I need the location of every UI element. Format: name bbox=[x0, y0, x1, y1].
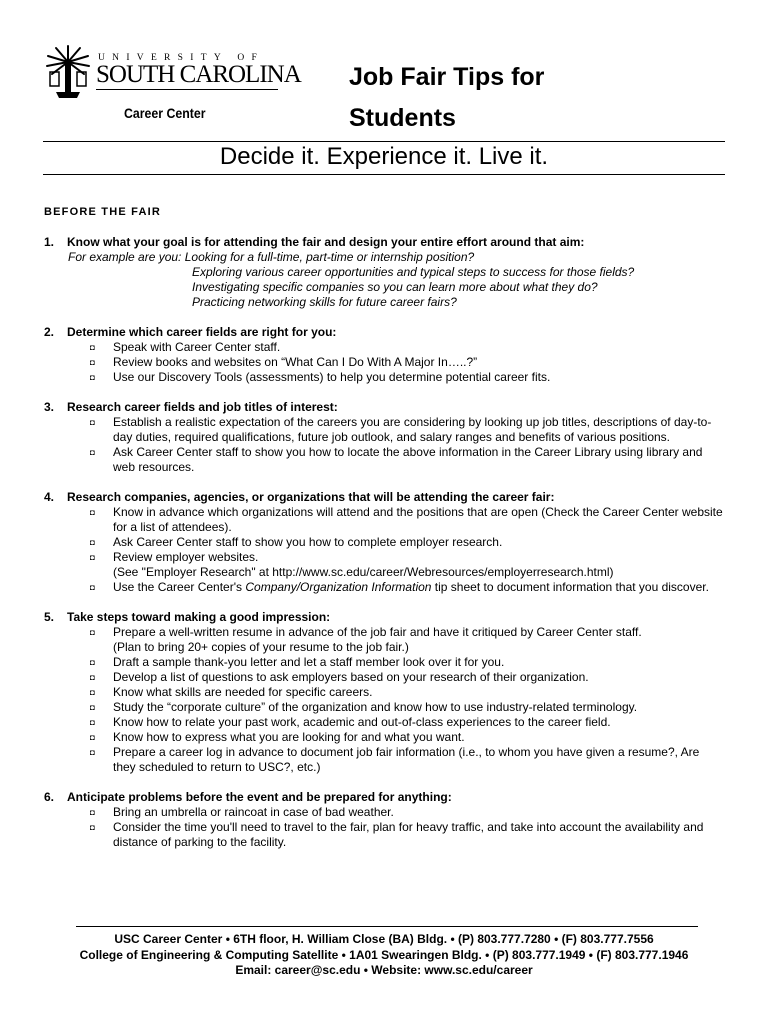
bullet-box-icon: ◘ bbox=[90, 658, 95, 667]
bullet-box-icon: ◘ bbox=[90, 583, 95, 592]
list-item: ◘ Know how to express what you are looking for and what you want. bbox=[90, 730, 465, 744]
list-item: ◘ Prepare a career log in advance to document job fair information (i.e., to whom you have given a resume?, Are they scheduled to return to USC?, etc.) bbox=[90, 745, 700, 774]
bullet-box-icon: ◘ bbox=[90, 733, 95, 742]
tagline: Decide it. Experience it. Live it. bbox=[219, 143, 549, 170]
bullet-box-icon: ◘ bbox=[90, 808, 95, 817]
section-heading: Determine which career fields are right for you: bbox=[67, 325, 337, 339]
department-name: Career Center bbox=[124, 105, 206, 121]
section-number: 3. bbox=[44, 400, 55, 414]
list-item: ◘ Use the Career Center's Company/Organization Information tip sheet to document information that you discover. bbox=[90, 580, 709, 594]
list-item: ◘ Review books and websites on “What Can I Do With A Major In…..?” bbox=[90, 355, 478, 369]
footer-divider bbox=[76, 926, 698, 927]
tip-section-2 bbox=[44, 325, 724, 385]
page-title bbox=[349, 57, 544, 139]
section-heading: Anticipate problems before the event and be prepared for anything: bbox=[67, 790, 452, 804]
bullet-box-icon: ◘ bbox=[90, 718, 95, 727]
palmetto-logo-icon bbox=[44, 42, 92, 100]
list-item: ◘ Draft a sample thank-you letter and let a staff member look over it for you. bbox=[90, 655, 505, 669]
university-name: SOUTH CAROLINA bbox=[96, 61, 301, 88]
section-title: BEFORE THE FAIR bbox=[44, 206, 162, 218]
footer-contact[interactable]: Email: career@sc.edu • Website: www.sc.edu/career bbox=[235, 963, 533, 977]
example-item: Exploring various career opportunities and typical steps to success for those fields? bbox=[192, 265, 635, 279]
bullet-box-icon: ◘ bbox=[90, 508, 95, 517]
section-number: 5. bbox=[44, 610, 55, 624]
section-number: 2. bbox=[44, 325, 55, 339]
footer-address-satellite: College of Engineering & Computing Satellite • 1A01 Swearingen Bldg. • (P) 803.777.1949 • (F) 803.777.1946 bbox=[79, 947, 689, 962]
example-item: Investigating specific companies so you can learn more about what they do? bbox=[192, 280, 598, 294]
title-line-2: Students bbox=[349, 104, 456, 132]
section-heading: Know what your goal is for attending the fair and design your entire effort around that aim: bbox=[67, 235, 585, 249]
list-item: ◘ Study the “corporate culture” of the organization and know how to use industry-related terminology. bbox=[90, 700, 638, 714]
logo-divider bbox=[96, 89, 278, 90]
bullet-box-icon: ◘ bbox=[90, 343, 95, 352]
bullet-box-icon: ◘ bbox=[90, 448, 95, 457]
bullet-box-icon: ◘ bbox=[90, 418, 95, 427]
list-item: ◘ Develop a list of questions to ask employers based on your research of their organization. bbox=[90, 670, 589, 684]
university-line: UNIVERSITY OF bbox=[98, 53, 265, 63]
bullet-box-icon: ◘ bbox=[90, 748, 95, 757]
list-item: ◘ Know in advance which organizations will attend and the positions that are open (Check the Career Center website for a list of attendees). bbox=[90, 505, 723, 534]
bullet-box-icon: ◘ bbox=[90, 703, 95, 712]
list-item: ◘ Review employer websites. (See "Employer Research" at http://www.sc.edu/career/Webresources/employerresearch.html) bbox=[90, 550, 614, 579]
bullet-box-icon: ◘ bbox=[90, 373, 95, 382]
list-item: ◘ Ask Career Center staff to show you how to complete employer research. bbox=[90, 535, 503, 549]
tagline-top-rule bbox=[43, 141, 725, 142]
section-heading: Research companies, agencies, or organizations that will be attending the career fair: bbox=[67, 490, 555, 504]
list-item: ◘ Know what skills are needed for specific careers. bbox=[90, 685, 373, 699]
list-item: ◘ Use our Discovery Tools (assessments) to help you determine potential career fits. bbox=[90, 370, 551, 384]
footer-address-main: USC Career Center • 6TH floor, H. William Close (BA) Bldg. • (P) 803.777.7280 • (F) 803.777.7556 bbox=[114, 932, 654, 946]
section-intro: For example are you: Looking for a full-time, part-time or internship position? bbox=[68, 250, 475, 264]
bullet-box-icon: ◘ bbox=[90, 358, 95, 367]
list-item: ◘ Ask Career Center staff to show you how to locate the above information in the Career Library using library and web resources. bbox=[90, 445, 703, 474]
section-heading: Take steps toward making a good impression: bbox=[67, 610, 331, 624]
tip-section-6 bbox=[44, 790, 724, 850]
list-item: ◘ Bring an umbrella or raincoat in case of bad weather. bbox=[90, 805, 394, 819]
bullet-box-icon: ◘ bbox=[90, 688, 95, 697]
resume-note: (Plan to bring 20+ copies of your resume to the job fair.) bbox=[113, 640, 409, 654]
example-item: Practicing networking skills for future career fairs? bbox=[192, 295, 457, 309]
bullet-box-icon: ◘ bbox=[90, 673, 95, 682]
tip-section-3 bbox=[44, 400, 724, 475]
title-line-1: Job Fair Tips for bbox=[349, 63, 545, 91]
list-item: ◘ Know how to relate your past work, academic and out-of-class experiences to the career field. bbox=[90, 715, 611, 729]
footer bbox=[40, 932, 728, 979]
tip-sheet-name: Company/Organization Information bbox=[245, 580, 432, 594]
bullet-box-icon: ◘ bbox=[90, 553, 95, 562]
tip-section-4 bbox=[44, 490, 724, 595]
tagline-bottom-rule bbox=[43, 174, 725, 175]
list-item: ◘ Establish a realistic expectation of the careers you are considering by looking up job titles, descriptions of day-to-day duties, required qualifications, future job outlook, and salary ranges and benefits of various positions. bbox=[90, 415, 712, 444]
tip-section-1 bbox=[44, 235, 724, 310]
section-number: 4. bbox=[44, 490, 55, 504]
list-item: ◘ Prepare a well-written resume in advance of the job fair and have it critiqued by Career Center staff. (Plan to bring 20+ copies of your resume to the job fair.) bbox=[90, 625, 642, 654]
section-number: 1. bbox=[44, 235, 55, 249]
bullet-box-icon: ◘ bbox=[90, 823, 95, 832]
employer-research-link[interactable]: (See "Employer Research" at http://www.sc.edu/career/Webresources/employerresearch.html) bbox=[113, 565, 614, 579]
section-heading: Research career fields and job titles of interest: bbox=[67, 400, 338, 414]
document-body bbox=[44, 205, 724, 865]
bullet-box-icon: ◘ bbox=[90, 538, 95, 547]
tip-section-5 bbox=[44, 610, 724, 775]
section-number: 6. bbox=[44, 790, 55, 804]
bullet-box-icon: ◘ bbox=[90, 628, 95, 637]
list-item: ◘ Consider the time you'll need to travel to the fair, plan for heavy traffic, and take into account the availability and distance of parking to the facility. bbox=[90, 820, 704, 849]
list-item: ◘ Speak with Career Center staff. bbox=[90, 340, 281, 354]
